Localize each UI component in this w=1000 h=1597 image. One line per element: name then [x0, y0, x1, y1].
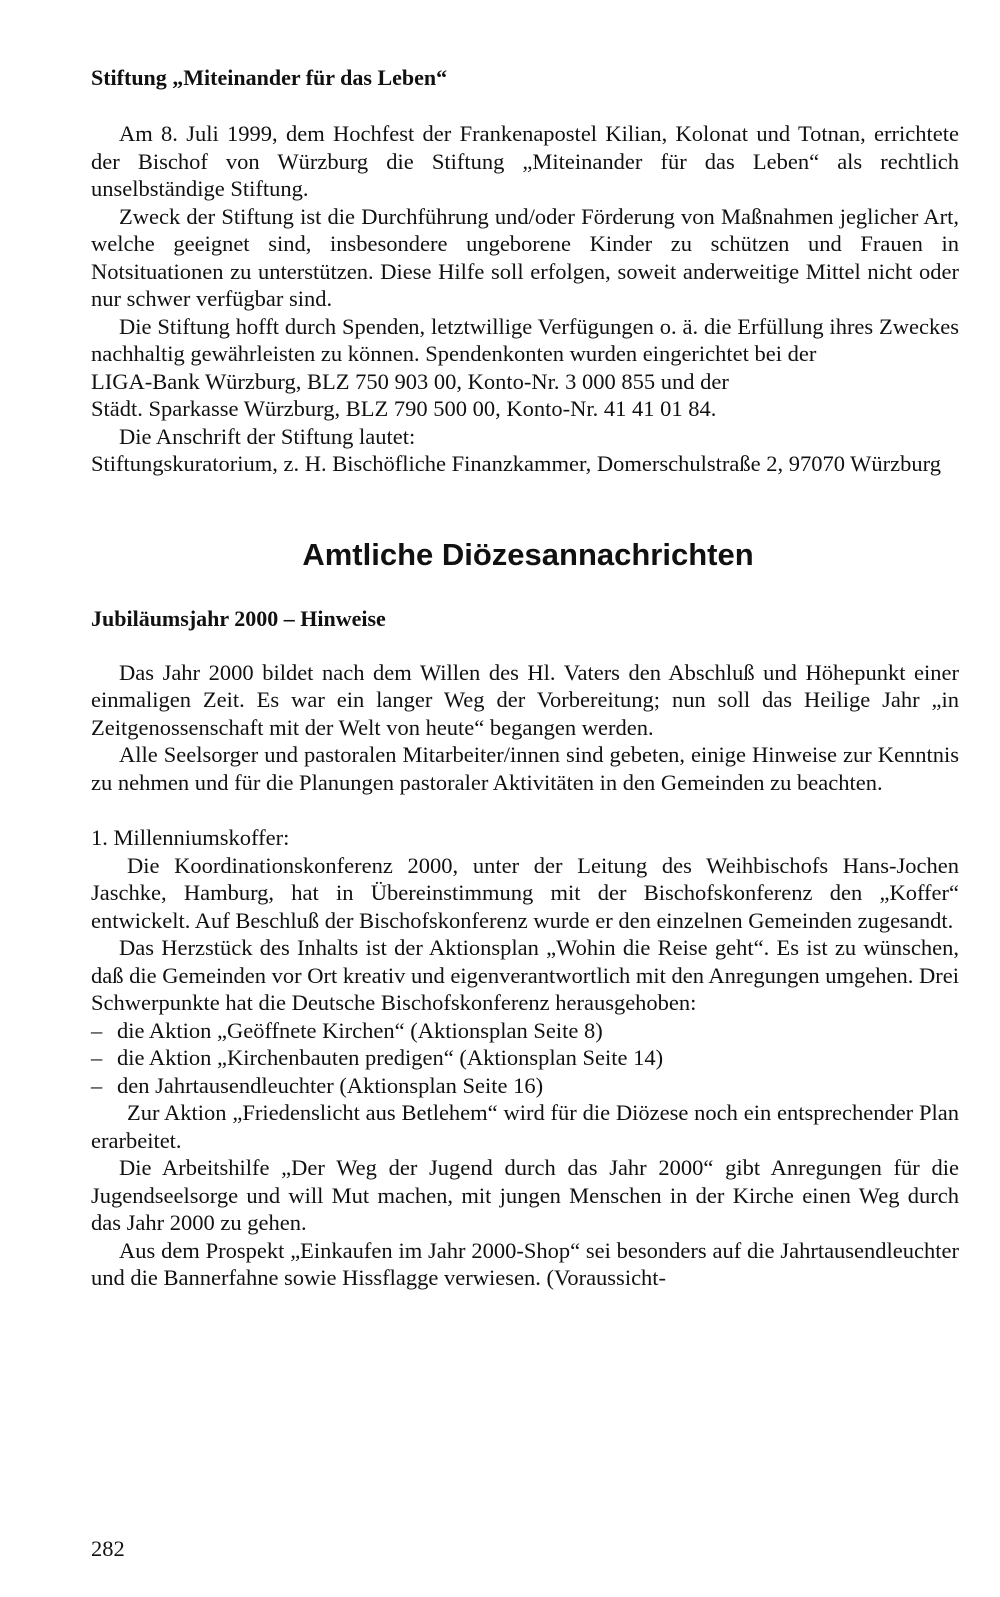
bullet-dash: –	[91, 1017, 103, 1043]
item-1-paragraph-2: Das Herzstück des Inhalts ist der Aktionsplan „Wohin die Reise geht“. Es ist zu wünschen, daß die Gemeinden vor Ort kreativ und eigenverantwortlich mit den Anregungen umgehen. Drei Schwerpunkte hat die Deutsche Bischofskonferenz herausgehoben:	[91, 935, 959, 1015]
stiftung-paragraph-3: Die Stiftung hofft durch Spenden, letztwillige Verfügungen o. ä. die Erfüllung ihres Zweckes nachhaltig gewährleisten zu können. Spendenkonten wurden eingerichtet bei der	[91, 313, 959, 366]
bullet-dash: –	[91, 1045, 103, 1070]
list-item-text: die Aktion „Kirchenbauten predigen“ (Aktionsplan Seite 14)	[117, 1045, 664, 1070]
list-item-text: die Aktion „Geöffnete Kirchen“ (Aktionsplan Seite 8)	[117, 1017, 603, 1043]
spacer	[91, 633, 959, 659]
item-1-paragraph-1: Die Koordinationskonferenz 2000, unter der Leitung des Weihbischofs Hans-Jochen Jaschke, Hamburg, hat in Übereinstimmung mit der Bischofskonferenz den „Koffer“ entwickelt. Auf Beschluß der Bischofskonferenz wurde er den einzelnen Gemeinden zugesandt.	[91, 852, 959, 933]
section-title: Amtliche Diözesannachrichten	[302, 536, 754, 572]
spacer	[91, 796, 959, 824]
page-number: 282	[91, 1536, 125, 1561]
list-item	[91, 1072, 959, 1100]
address-intro: Die Anschrift der Stiftung lautet:	[119, 423, 416, 449]
item-1-paragraph-5: Aus dem Prospekt „Einkaufen im Jahr 2000-Shop“ sei besonders auf die Jahrtausendleuchter und die Bannerfahne sowie Hissflagge verwiesen. (Voraussicht-	[91, 1237, 959, 1290]
item-1-paragraph-3: Zur Aktion „Friedenslicht aus Betlehem“ wird für die Diözese noch ein entsprechender Plan erarbeitet.	[91, 1100, 959, 1153]
jubilaeum-paragraph-1: Das Jahr 2000 bildet nach dem Willen des Hl. Vaters den Abschluß und Höhepunkt einer einmaligen Zeit. Es war ein langer Weg der Vorbereitung; nun soll das Heilige Jahr „in Zeitgenossenschaft mit der Welt von heute“ begangen werden.	[91, 659, 959, 740]
item-1-title: 1. Millenniumskoffer:	[91, 825, 290, 850]
document-page	[91, 64, 959, 1292]
jubilaeum-paragraph-2: Alle Seelsorger und pastoralen Mitarbeiter/innen sind gebeten, einige Hinweise zur Kenntnis zu nehmen und für die Planungen pastoraler Aktivitäten in den Gemeinden zu beachten.	[91, 742, 959, 795]
bank-account-1: LIGA-Bank Würzburg, BLZ 750 903 00, Konto-Nr. 3 000 855 und der	[91, 368, 729, 394]
address: Stiftungskuratorium, z. H. Bischöfliche Finanzkammer, Domerschulstraße 2, 97070 Würzburg	[91, 451, 941, 476]
bullet-list	[91, 1017, 959, 1100]
list-item	[91, 1044, 959, 1072]
bank-account-2: Städt. Sparkasse Würzburg, BLZ 790 500 00, Konto-Nr. 41 41 01 84.	[91, 396, 717, 421]
spacer	[91, 478, 959, 535]
jubilaeum-heading: Jubiläumsjahr 2000 – Hinweise	[91, 605, 386, 631]
stiftung-paragraph-1: Am 8. Juli 1999, dem Hochfest der Frankenapostel Kilian, Kolonat und Totnan, errichtete der Bischof von Würzburg die Stiftung „Miteinander für das Leben“ als rechtlich unselbständige Stiftung.	[91, 121, 959, 201]
bullet-dash: –	[91, 1072, 103, 1098]
stiftung-heading: Stiftung „Miteinander für das Leben“	[91, 65, 448, 90]
stiftung-paragraph-2: Zweck der Stiftung ist die Durchführung und/oder Förderung von Maßnahmen jeglicher Art, welche geeignet sind, insbesondere ungeborene Kinder zu schützen und Frauen in Notsituationen zu unterstützen. Diese Hilfe soll erfolgen, soweit anderweitige Mittel nicht oder nur schwer verfügbar sind.	[91, 203, 959, 311]
spacer	[91, 575, 959, 605]
list-item	[91, 1017, 959, 1045]
item-1-paragraph-4: Die Arbeitshilfe „Der Weg der Jugend durch das Jahr 2000“ gibt Anregungen für die Jugendseelsorge und will Mut machen, mit jungen Menschen in der Kirche einen Weg durch das Jahr 2000 zu gehen.	[91, 1155, 959, 1235]
list-item-text: den Jahrtausendleuchter (Aktionsplan Seite 16)	[117, 1072, 544, 1098]
spacer	[91, 92, 959, 120]
